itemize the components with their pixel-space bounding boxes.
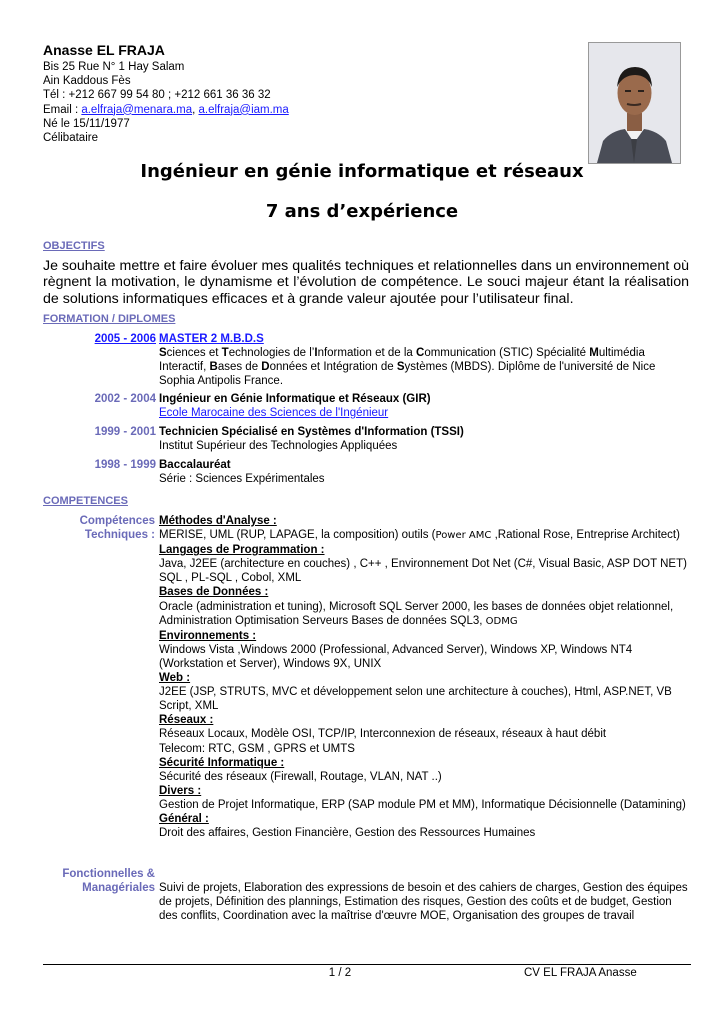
education-years: 2002 - 2004: [94, 393, 156, 405]
address-line-2: Ain Kaddous Fès: [43, 75, 131, 88]
email-line: [43, 103, 563, 117]
education-entry: [43, 425, 689, 453]
skill-section-text: Gestion de Projet Informatique, ERP (SAP module PM et MM), Informatique Décisionnelle (Datamining): [159, 798, 686, 811]
education-title: Ingénieur en Génie Informatique et Réseaux (GIR): [159, 393, 431, 405]
education-title: Technicien Spécialisé en Systèmes d'Information (TSSI): [159, 426, 464, 438]
education-entry: [43, 458, 689, 486]
skill-section-title: Langages de Programmation :: [159, 544, 325, 557]
education-body: [159, 458, 689, 486]
skill-section-text: Droit des affaires, Gestion Financière, Gestion des Ressources Humaines: [159, 827, 536, 840]
technical-skills-label: Compétences Techniques :: [79, 515, 155, 542]
candidate-name: Anasse EL FRAJA: [43, 42, 165, 58]
birth-date: Né le 15/11/1977: [43, 117, 130, 130]
education-years: 1998 - 1999: [94, 459, 156, 471]
functional-skills-text: Suivi de projets, Elaboration des expressions de besoin et des cahiers de charges, Gestion des équipes de projets, Définition des plannings, Estimation des risques, Gestion des coûts et de budget, Gestion des conflits, Coordination avec la maîtrise d'œuvre MOE, Organisation des groupes de travail: [159, 882, 688, 923]
education-entry: [43, 392, 689, 420]
skill-section-text: Telecom: RTC, GSM , GPRS et UMTS: [159, 742, 355, 755]
education-body: [159, 425, 689, 453]
skill-section-title: Sécurité Informatique :: [159, 756, 285, 769]
email-link-1[interactable]: a.elfraja@menara.ma: [81, 103, 193, 116]
objectifs-text: Je souhaite mettre et faire évoluer mes qualités techniques et relationnelles dans un environnement où règnent la motivation, le dynamisme et l’évolution de compétence. Le souci majeur étant la réalisation de solutions informatiques efficaces et à grande valeur ajoutée pour l’utilisateur final.: [43, 258, 689, 307]
footer-document-name: CV EL FRAJA Anasse: [524, 967, 637, 979]
functional-skills-label: Fonctionnelles & Managériales: [62, 868, 155, 895]
skill-section-text: J2EE (JSP, STRUTS, MVC et développement selon une architecture à couches), Html, ASP.NET, VB Script, XML: [159, 686, 672, 713]
objectifs-heading: OBJECTIFS: [43, 240, 105, 252]
technical-skills-body: [159, 514, 689, 840]
skill-section-title: Bases de Données :: [159, 586, 269, 599]
skill-section-title: Général :: [159, 812, 209, 825]
skill-section-title: Web :: [159, 672, 191, 685]
skill-section-text: Sécurité des réseaux (Firewall, Routage, VLAN, NAT ..): [159, 770, 442, 783]
education-title: MASTER 2 M.B.D.S: [159, 333, 264, 345]
school-name: Série : Sciences Expérimentales: [159, 473, 325, 486]
skill-section-text: Windows Vista ,Windows 2000 (Professional, Advanced Server), Windows XP, Windows NT4 (Workstation et Server), Windows 9X, UNIX: [159, 643, 633, 670]
education-body: [159, 392, 689, 420]
skill-section-title: Réseaux :: [159, 714, 214, 727]
skill-section-title: Divers :: [159, 784, 202, 797]
formation-heading: FORMATION / DIPLOMES: [43, 313, 176, 325]
email-separator: ,: [192, 103, 199, 116]
skill-section-text: MERISE, UML (RUP, LAPAGE, la composition) outils (Power AMC ,Rational Rose, Entreprise Architect): [159, 529, 680, 542]
school-name: Institut Supérieur des Technologies Appliquées: [159, 440, 398, 453]
marital-status: Célibataire: [43, 132, 98, 145]
education-entry: [43, 332, 689, 388]
phone-line: Tél : +212 667 99 54 80 ; +212 661 36 36 32: [43, 89, 271, 102]
skill-section-text: Java, J2EE (architecture en couches) , C++ , Environnement Dot Net (C#, Visual Basic, ASP DOT NET) SQL , PL-SQL , Cobol, XML: [159, 558, 687, 585]
contact-block: [43, 42, 563, 145]
education-years: 2005 - 2006: [94, 333, 156, 345]
address-line-1: Bis 25 Rue N° 1 Hay Salam: [43, 61, 185, 73]
school-link[interactable]: Ecole Marocaine des Sciences de l'Ingénieur: [159, 407, 389, 420]
skill-section-title: Méthodes d'Analyse :: [159, 515, 277, 527]
competences-heading: COMPETENCES: [43, 495, 128, 507]
portrait-photo: [588, 42, 681, 164]
email-link-2[interactable]: a.elfraja@iam.ma: [198, 103, 289, 116]
education-body: [159, 332, 689, 388]
functional-skills: [43, 867, 689, 923]
page-number: 1 / 2: [328, 967, 352, 979]
footer-divider: [43, 964, 691, 965]
skill-section-text: Réseaux Locaux, Modèle OSI, TCP/IP, Interconnexion de réseaux, réseaux à haut débit: [159, 728, 607, 741]
main-title: Ingénieur en génie informatique et réseaux: [140, 161, 584, 182]
technical-skills: [43, 514, 689, 840]
email-label: Email :: [43, 103, 82, 116]
education-years: 1999 - 2001: [94, 426, 156, 438]
education-description: Sciences et Technologies de l’Information et de la Communication (STIC) Spécialité Multimédia Interactif, Bases de Données et Intégration de Systèmes (MBDS). Diplôme de l'université de Nice Sophia Antipolis France.: [159, 347, 656, 388]
experience-title: 7 ans d’expérience: [265, 201, 459, 222]
skill-section-title: Environnements :: [159, 629, 257, 642]
education-title: Baccalauréat: [159, 459, 231, 471]
skill-section-text: Oracle (administration et tuning), Microsoft SQL Server 2000, les bases de données objet relationnel, Administration Optimisation Serveurs Bases de données SQL3, ODMG: [159, 600, 674, 627]
